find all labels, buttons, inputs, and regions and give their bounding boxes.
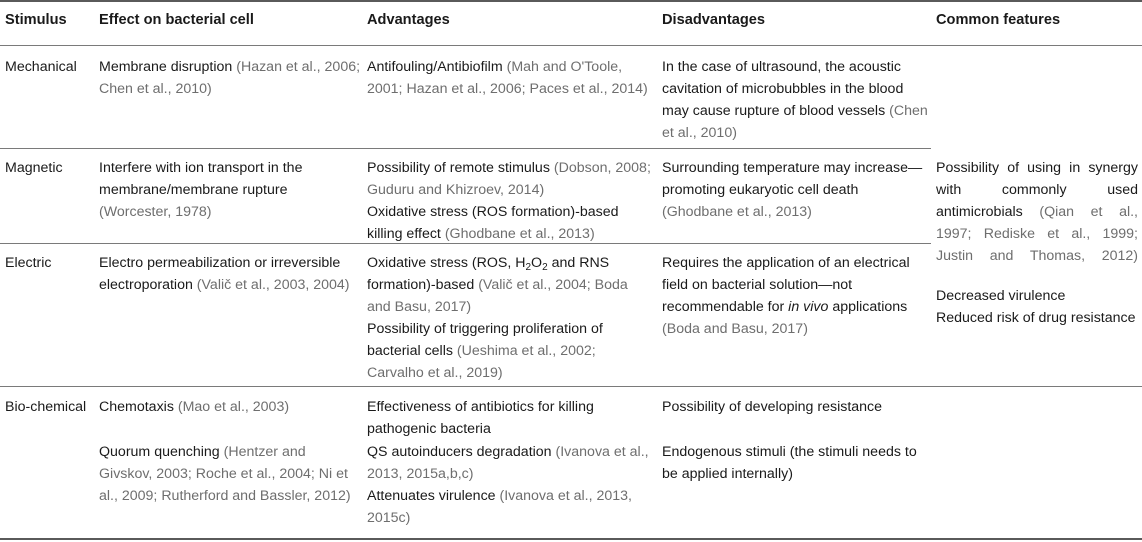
row-electric-advantage-2: Possibility of triggering proliferation of bacterial cells (Ueshima et al., 2002; Carvalho et al., 2019) [367,321,603,381]
row-electric-disadvantages [662,252,928,340]
advantage-text-h2o2: Oxidative stress (ROS, $H_2O_2$ and RNS formation)-based [367,255,610,293]
row-biochemical-advantage-3: Attenuates virulence (Ivanova et al., 2013, 2015c) [367,488,633,526]
common-feature-2: Decreased virulence [936,288,1066,304]
citation[interactable]: (Dobson, 2008; Guduru and Khizroev, 2014) [367,160,651,198]
row-rule [0,243,931,244]
row-mechanical-advantages: Antifouling/Antibiofilm (Mah and O'Toole, 2001; Hazan et al., 2006; Paces et al., 2014) [367,59,648,97]
header-advantages: Advantages [367,12,450,28]
row-biochemical-effect-1: Chemotaxis (Mao et al., 2003) [99,399,290,415]
citation[interactable]: (Ivanova et al., 2013, 2015c) [367,488,633,526]
row-magnetic-effect: Interfere with ion transport in the membrane/membrane rupture (Worcester, 1978) [99,160,303,220]
citation[interactable]: (Ghodbane et al., 2013) [662,204,812,220]
citation[interactable]: (Ivanova et al., 2013, 2015a,b,c) [367,444,649,482]
header-stimulus: Stimulus [5,12,67,28]
citation[interactable]: (Hazan et al., 2006; Chen et al., 2010) [99,59,361,97]
header-effect: Effect on bacterial cell [99,12,254,28]
row-magnetic-disadvantages: Surrounding temperature may increase—promoting eukaryotic cell death (Ghodbane et al., 2013) [662,160,923,220]
row-biochemical-disadvantage-1: Possibility of developing resistance [662,399,883,415]
common-feature-1: Possibility of using in synergy with commonly used antimicrobials (Qian et al., 1997; Rediske et al., 1999; Justin and Thomas, 2012) [936,160,1138,264]
table-top-rule [0,0,1142,2]
row-biochemical-stimulus: Bio-chemical [5,399,87,415]
disadvantage-text: Requires the application of an electrical field on bacterial solution—not recommendable for in vivo applications [662,255,910,315]
citation[interactable]: (Valič et al., 2003, 2004) [196,277,350,293]
row-mechanical-effect: Membrane disruption (Hazan et al., 2006; Chen et al., 2010) [99,59,361,97]
citation[interactable]: (Chen et al., 2010) [662,103,928,141]
row-rule [0,386,1142,387]
row-mechanical-disadvantages: In the case of ultrasound, the acoustic cavitation of microbubbles in the blood may cause rupture of blood vessels (Chen et al., 2010) [662,59,928,141]
citation[interactable]: (Valič et al., 2004; Boda and Basu, 2017) [367,277,628,315]
citation[interactable]: (Qian et al., 1997; Rediske et al., 1999; Justin and Thomas, 2012) [936,204,1138,264]
row-rule [0,148,931,149]
table-bottom-rule [0,538,1142,540]
common-feature-3: Reduced risk of drug resistance [936,310,1136,326]
row-biochemical-disadvantage-2: Endogenous stimuli (the stimuli needs to be applied internally) [662,444,917,482]
header-disadvantages: Disadvantages [662,12,766,28]
header-rule [0,45,1142,46]
row-magnetic-advantage-1: Possibility of remote stimulus (Dobson, 2008; Guduru and Khizroev, 2014) [367,160,651,198]
row-magnetic-stimulus: Magnetic [5,160,63,176]
citation[interactable]: (Mah and O'Toole, 2001; Hazan et al., 2006; Paces et al., 2014) [367,59,648,97]
citation[interactable]: (Hentzer and Givskov, 2003; Roche et al., 2004; Ni et al., 2009; Rutherford and Bassler, 2012) [99,444,351,504]
citation[interactable]: (Ghodbane et al., 2013) [444,226,595,242]
row-electric-stimulus: Electric [5,255,52,271]
row-biochemical-advantage-2: QS autoinducers degradation (Ivanova et al., 2013, 2015a,b,c) [367,444,649,482]
row-biochemical-advantage-1: Effectiveness of antibiotics for killing pathogenic bacteria [367,399,594,437]
row-electric-effect: Electro permeabilization or irreversible electroporation (Valič et al., 2003, 2004) [99,255,350,293]
citation[interactable]: (Mao et al., 2003) [177,399,290,415]
row-mechanical-stimulus: Mechanical [5,59,77,75]
citation[interactable]: (Worcester, 1978) [99,204,212,220]
row-magnetic-advantage-2: Oxidative stress (ROS formation)-based killing effect (Ghodbane et al., 2013) [367,204,619,242]
row-electric-advantage-1 [367,252,651,318]
row-biochemical-effect-2: Quorum quenching (Hentzer and Givskov, 2003; Roche et al., 2004; Ni et al., 2009; Rutherford and Bassler, 2012) [99,444,351,504]
citation[interactable]: (Boda and Basu, 2017) [662,321,808,337]
header-common-features: Common features [936,12,1061,28]
citation[interactable]: (Ueshima et al., 2002; Carvalho et al., 2019) [367,343,596,381]
